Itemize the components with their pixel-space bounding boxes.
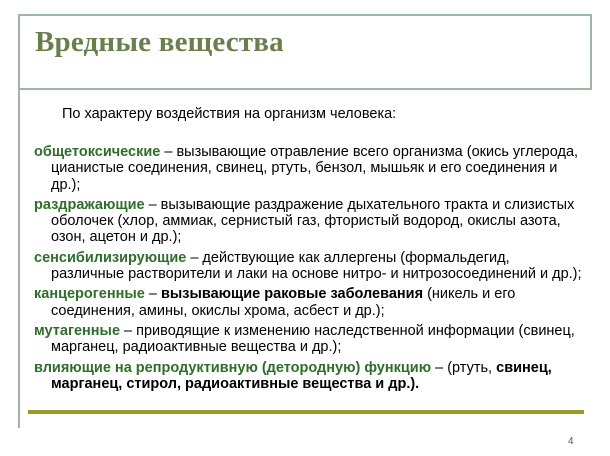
page-number: 4 (568, 436, 574, 447)
item-description: – (144, 286, 161, 303)
term-sensitizing: сенсибилизирующие (34, 249, 187, 266)
item-description: – вызывающие отравление всего организма (окись углерода, цианистые соединения, свинец, ртуть, бензол, мышьяк и его соединения и др.); (51, 144, 579, 193)
frame-left-line (18, 14, 20, 428)
item-description: (никель и его соединения, амины, окислы хрома, асбест и др.); (51, 286, 516, 319)
term-general-toxic: общетоксические (34, 144, 161, 160)
list-item-carcinogenic (34, 286, 582, 319)
term-carcinogenic: канцерогенные (34, 286, 145, 303)
item-description: – вызывающие раздражение дыхательного тракта и слизистых оболочек (хлор, аммиак, сернистый газ, фтористый водород, окислы азота, озон, ацетон и др.); (51, 196, 575, 246)
slide-title: Вредные вещества (35, 26, 284, 58)
list-item-reproductive (34, 360, 582, 393)
item-description: – приводящие к изменению наследственной информации (свинец, марганец, радиоактивные вещества и др.); (51, 322, 575, 356)
list-item-sensitizing (34, 250, 582, 283)
list-item-mutagenic (34, 323, 582, 356)
title-divider (18, 88, 592, 90)
list-item-general-toxic (34, 144, 582, 193)
term-mutagenic: мутагенные (34, 322, 121, 339)
intro-text: По характеру воздействия на организм человека: (62, 106, 397, 122)
bottom-rule (28, 410, 584, 414)
term-reproductive: влияющие на репродуктивную (детородную) функцию (34, 359, 432, 376)
term-irritant: раздражающие (34, 196, 145, 213)
item-description: – (ртуть, (431, 359, 497, 376)
frame-top-line (18, 14, 592, 16)
frame-right-line (590, 14, 592, 90)
item-description: – действующие как аллергены (формальдегид, различные растворители и лаки на основе нитро- и нитрозосоединений и др.); (51, 249, 582, 283)
list-item-irritant (34, 197, 582, 246)
hazard-list (34, 144, 582, 396)
item-description-bold: вызывающие раковые заболевания (160, 286, 424, 303)
item-description-bold: свинец, марганец, стирол, радиоактивные вещества и др.). (51, 359, 552, 392)
